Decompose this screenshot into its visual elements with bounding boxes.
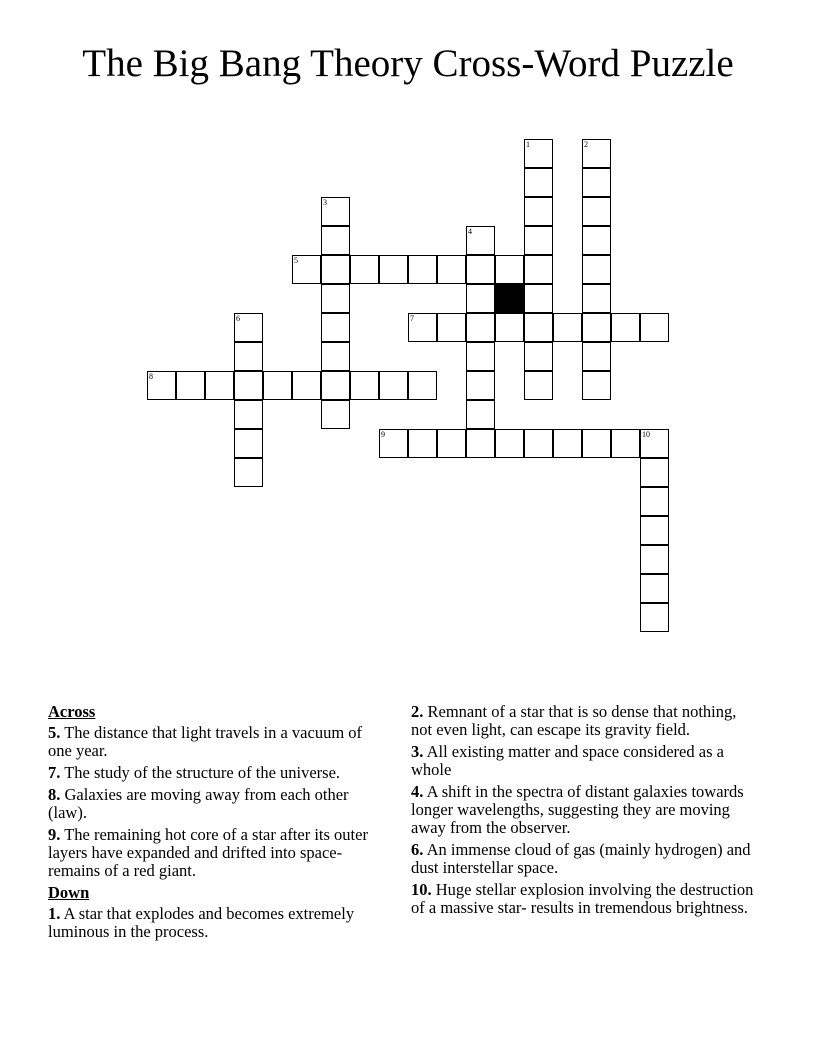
clue-item: [411, 783, 756, 837]
crossword-cell[interactable]: [234, 313, 263, 342]
crossword-cell[interactable]: [553, 429, 582, 458]
crossword-cell[interactable]: [640, 545, 669, 574]
crossword-cell[interactable]: [234, 371, 263, 400]
crossword-cell[interactable]: [408, 255, 437, 284]
crossword-cell[interactable]: [582, 139, 611, 168]
crossword-cell[interactable]: [640, 458, 669, 487]
clue-text: An immense cloud of gas (mainly hydrogen) and dust interstellar space.: [411, 840, 751, 877]
crossword-cell[interactable]: [524, 284, 553, 313]
crossword-cell[interactable]: [524, 255, 553, 284]
down-heading: Down: [48, 883, 90, 902]
clue-item: [48, 905, 383, 941]
blocked-cell: [495, 284, 524, 313]
clue-num: 1.: [48, 904, 61, 923]
crossword-cell[interactable]: [205, 371, 234, 400]
crossword-cell[interactable]: [263, 371, 292, 400]
crossword-cell[interactable]: [321, 313, 350, 342]
crossword-cell[interactable]: [234, 429, 263, 458]
page-title: The Big Bang Theory Cross-Word Puzzle: [82, 42, 734, 85]
clue-number: 8: [149, 372, 153, 381]
crossword-cell[interactable]: [437, 255, 466, 284]
clue-text: A star that explodes and becomes extremely luminous in the process.: [48, 904, 355, 941]
crossword-cell[interactable]: [640, 574, 669, 603]
crossword-cell[interactable]: [524, 429, 553, 458]
across-clue-list: [48, 724, 383, 880]
clue-num: 6.: [411, 840, 424, 859]
clue-item: [411, 743, 756, 779]
clue-number: 2: [584, 140, 588, 149]
crossword-cell[interactable]: [321, 284, 350, 313]
crossword-cell[interactable]: [147, 371, 176, 400]
crossword-cell[interactable]: [466, 400, 495, 429]
clues-right-column: [411, 703, 756, 921]
clue-item: [48, 826, 383, 880]
crossword-cell[interactable]: [408, 429, 437, 458]
crossword-cell[interactable]: [524, 342, 553, 371]
clue-text: Huge stellar explosion involving the destruction of a massive star- results in tremendous brightness.: [411, 880, 754, 917]
clue-number: 6: [236, 314, 240, 323]
crossword-cell[interactable]: [234, 342, 263, 371]
clue-item: [48, 764, 383, 782]
clue-num: 5.: [48, 723, 61, 742]
crossword-cell[interactable]: [176, 371, 205, 400]
clue-num: 2.: [411, 702, 424, 721]
clue-item: [48, 724, 383, 760]
clue-num: 10.: [411, 880, 432, 899]
crossword-cell[interactable]: [611, 429, 640, 458]
crossword-cell[interactable]: [640, 603, 669, 632]
clue-number: 4: [468, 227, 472, 236]
clue-number: 9: [381, 430, 385, 439]
clue-number: 10: [642, 430, 650, 439]
crossword-cell[interactable]: [350, 255, 379, 284]
crossword-cell[interactable]: [466, 342, 495, 371]
crossword-cell[interactable]: [582, 371, 611, 400]
clue-num: 4.: [411, 782, 424, 801]
crossword-cell[interactable]: [582, 284, 611, 313]
clue-text: Galaxies are moving away from each other (law).: [48, 785, 349, 822]
clue-num: 3.: [411, 742, 424, 761]
clue-number: 7: [410, 314, 414, 323]
clue-number: 5: [294, 256, 298, 265]
crossword-cell[interactable]: [321, 400, 350, 429]
crossword-cell[interactable]: [582, 313, 611, 342]
crossword-cell[interactable]: [379, 429, 408, 458]
clue-text: The study of the structure of the universe.: [60, 763, 341, 782]
clue-item: [411, 703, 756, 739]
crossword-cell[interactable]: [466, 226, 495, 255]
across-heading: Across: [48, 702, 96, 721]
crossword-cell[interactable]: [379, 255, 408, 284]
crossword-cell[interactable]: [524, 371, 553, 400]
clue-num: 7.: [48, 763, 61, 782]
crossword-cell[interactable]: [524, 197, 553, 226]
clue-text: A shift in the spectra of distant galaxies towards longer wavelengths, suggesting they are moving away from the observer.: [411, 782, 744, 837]
crossword-cell[interactable]: [292, 371, 321, 400]
crossword-cell[interactable]: [582, 197, 611, 226]
clue-num: 8.: [48, 785, 61, 804]
crossword-cell[interactable]: [582, 429, 611, 458]
crossword-cell[interactable]: [321, 371, 350, 400]
crossword-cell[interactable]: [234, 400, 263, 429]
crossword-cell[interactable]: [350, 371, 379, 400]
crossword-cell[interactable]: [611, 313, 640, 342]
crossword-cell[interactable]: [292, 255, 321, 284]
crossword-cell[interactable]: [640, 429, 669, 458]
clue-text: Remnant of a star that is so dense that nothing, not even light, can escape its gravity field.: [411, 702, 737, 739]
crossword-cell[interactable]: [408, 313, 437, 342]
crossword-cell[interactable]: [582, 342, 611, 371]
crossword-cell[interactable]: [321, 226, 350, 255]
crossword-cell[interactable]: [321, 342, 350, 371]
clue-text: All existing matter and space considered as a whole: [411, 742, 724, 779]
clue-item: [411, 841, 756, 877]
crossword-cell[interactable]: [582, 168, 611, 197]
crossword-cell[interactable]: [234, 458, 263, 487]
crossword-cell[interactable]: [408, 371, 437, 400]
crossword-cell[interactable]: [466, 284, 495, 313]
crossword-cell[interactable]: [495, 255, 524, 284]
crossword-cell[interactable]: [321, 197, 350, 226]
crossword-cell[interactable]: [495, 313, 524, 342]
crossword-cell[interactable]: [640, 487, 669, 516]
clue-item: [411, 881, 756, 917]
crossword-cell[interactable]: [524, 313, 553, 342]
clue-text: The remaining hot core of a star after its outer layers have expanded and drifted into space- remains of a red giant.: [48, 825, 368, 880]
clue-num: 9.: [48, 825, 61, 844]
crossword-cell[interactable]: [524, 139, 553, 168]
crossword-cell[interactable]: [553, 313, 582, 342]
crossword-cell[interactable]: [582, 226, 611, 255]
crossword-cell[interactable]: [437, 313, 466, 342]
crossword-cell[interactable]: [466, 371, 495, 400]
clue-number: 3: [323, 198, 327, 207]
crossword-cell[interactable]: [321, 255, 350, 284]
crossword-cell[interactable]: [582, 255, 611, 284]
clue-text: The distance that light travels in a vacuum of one year.: [48, 723, 363, 760]
crossword-cell[interactable]: [466, 313, 495, 342]
crossword-cell[interactable]: [466, 255, 495, 284]
clue-item: [48, 786, 383, 822]
clue-number: 1: [526, 140, 530, 149]
crossword-cell[interactable]: [466, 429, 495, 458]
down-clue-list-left: [48, 905, 383, 941]
crossword-cell[interactable]: [524, 168, 553, 197]
crossword-cell[interactable]: [640, 516, 669, 545]
crossword-cell[interactable]: [495, 429, 524, 458]
crossword-cell[interactable]: [437, 429, 466, 458]
crossword-cell[interactable]: [640, 313, 669, 342]
crossword-cell[interactable]: [379, 371, 408, 400]
down-clue-list-right: [411, 703, 756, 917]
crossword-cell[interactable]: [524, 226, 553, 255]
clues-left-column: [48, 703, 383, 945]
